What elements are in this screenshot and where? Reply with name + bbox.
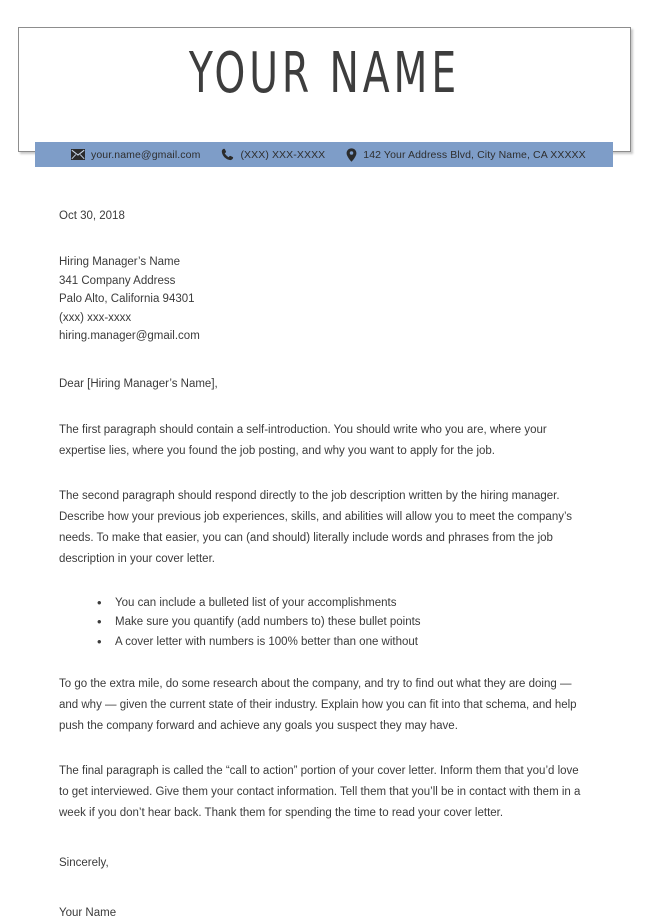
- contact-phone-text: (XXX) XXX-XXXX: [240, 148, 326, 161]
- recipient-line: Palo Alto, California 94301: [59, 293, 195, 305]
- list-item: • Make sure you quantify (add numbers to) these bullet points: [97, 613, 591, 633]
- recipient-block: [59, 253, 591, 346]
- recipient-line: Hiring Manager’s Name: [59, 256, 181, 268]
- letterhead-header: [0, 0, 650, 185]
- salutation: Dear [Hiring Manager’s Name],: [59, 377, 218, 390]
- paragraph-2: The second paragraph should respond directly to the job description written by the hiring manager. Describe how your previous job experiences, skills, and abilities will allow you to meet the company’s needs. To make that easier, you can (and should) literally include words and phrases from the job description in your cover letter.: [59, 489, 573, 565]
- contact-item-address[interactable]: [346, 148, 585, 162]
- envelope-icon: [71, 149, 85, 160]
- recipient-line: 341 Company Address: [59, 274, 176, 287]
- recipient-line: hiring.manager@gmail.com: [59, 330, 200, 342]
- contact-address-text: 142 Your Address Blvd, City Name, CA XXXXX: [363, 148, 586, 161]
- page-title: YOUR NAME: [188, 41, 461, 106]
- letter-date: Oct 30, 2018: [59, 210, 125, 222]
- recipient-line: (xxx) xxx-xxxx: [59, 311, 132, 324]
- paragraph-3: To go the extra mile, do some research about the company, and try to find out what they are doing — and why — given the current state of their industry. Explain how you can fit into that schema, and help push the company forward and achieve any goals you suspect they may have.: [59, 678, 577, 732]
- contact-email-text: your.name@gmail.com: [91, 148, 201, 161]
- letter-body: [59, 208, 591, 922]
- contact-item-phone[interactable]: [221, 148, 325, 161]
- phone-icon: [221, 148, 234, 161]
- paragraph-1: The first paragraph should contain a self-introduction. You should write who you are, where your expertise lies, where you found the job posting, and why you want to apply for the job.: [59, 423, 547, 457]
- list-item: • You can include a bulleted list of your accomplishments: [97, 594, 591, 614]
- closing-line: Sincerely,: [59, 857, 109, 869]
- paragraph-4: The final paragraph is called the “call to action” portion of your cover letter. Inform them that you’d love to get interviewed. Give them your contact information. Tell them that you’ll be in contact with them in a week if you don’t hear back. Thank them for spending the time to read your cover letter.: [59, 765, 581, 819]
- map-pin-icon: [346, 148, 357, 162]
- signature-name: Your Name: [59, 907, 117, 919]
- contact-item-email[interactable]: [71, 149, 200, 161]
- contact-bar: [35, 142, 613, 167]
- accomplishments-list: [59, 594, 591, 653]
- list-item: • A cover letter with numbers is 100% better than one without: [97, 633, 591, 653]
